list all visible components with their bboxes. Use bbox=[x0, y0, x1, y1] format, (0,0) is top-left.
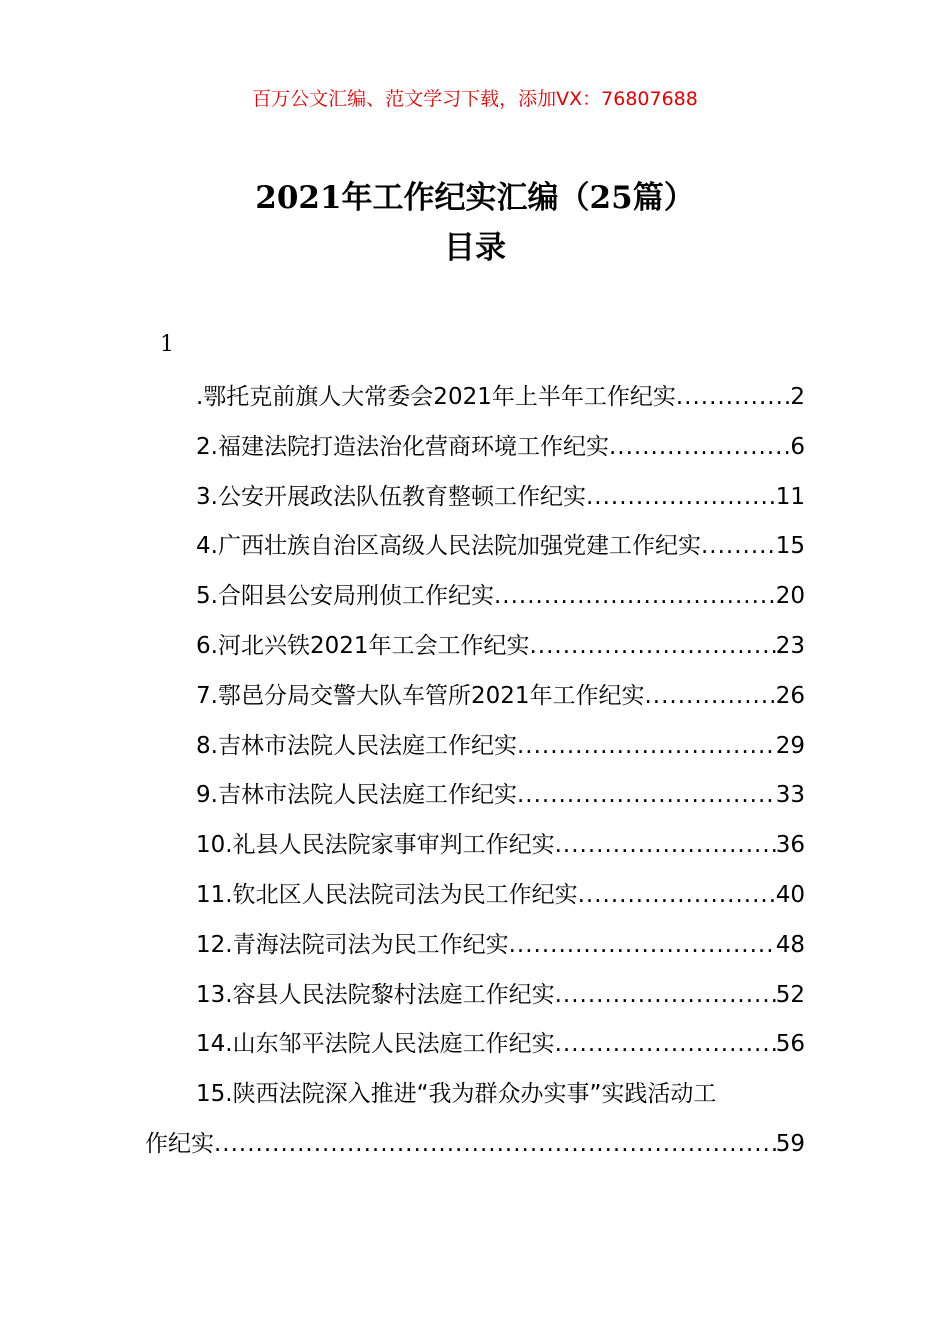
toc-entry-8[interactable] bbox=[145, 722, 805, 772]
toc-entry-page: 33 bbox=[775, 782, 805, 809]
toc-entry-page: 11 bbox=[775, 483, 805, 510]
toc-entry-15[interactable] bbox=[145, 1070, 805, 1170]
toc-entry-page: 20 bbox=[775, 583, 805, 610]
toc-entry-label: 9.吉林市法院人民法庭工作纪实 bbox=[196, 782, 517, 809]
toc-entry-label: 2.福建法院打造法治化营商环境工作纪实 bbox=[196, 433, 609, 460]
toc-entry-label-line2: 作纪实 bbox=[145, 1130, 214, 1157]
document-title: 2021年工作纪实汇编（25篇） bbox=[255, 180, 695, 216]
toc-entry-page: 6 bbox=[790, 433, 805, 460]
toc-entry-5[interactable] bbox=[145, 572, 805, 622]
stray-number: 1 bbox=[160, 332, 174, 357]
leader-dots bbox=[555, 971, 776, 1021]
toc-entry-page: 52 bbox=[775, 981, 805, 1008]
toc-entry-label: 13.容县人民法院黎村法庭工作纪实 bbox=[196, 981, 555, 1008]
toc-entry-page: 15 bbox=[775, 533, 805, 560]
leader-dots bbox=[701, 522, 776, 572]
toc-entry-12[interactable] bbox=[145, 921, 805, 971]
toc-entry-7[interactable] bbox=[145, 672, 805, 722]
toc-entry-1[interactable] bbox=[145, 373, 805, 423]
leader-dots bbox=[517, 771, 776, 821]
leader-dots bbox=[494, 572, 776, 622]
toc-entry-page: 23 bbox=[775, 632, 805, 659]
toc-entry-page: 59 bbox=[775, 1130, 805, 1157]
toc-entry-2[interactable] bbox=[145, 423, 805, 473]
table-of-contents bbox=[145, 373, 805, 1170]
toc-entry-label: 6.河北兴铁2021年工会工作纪实 bbox=[196, 632, 530, 659]
toc-entry-3[interactable] bbox=[145, 473, 805, 523]
toc-entry-4[interactable] bbox=[145, 522, 805, 572]
toc-entry-11[interactable] bbox=[145, 871, 805, 921]
leader-dots bbox=[644, 672, 775, 722]
toc-entry-14[interactable] bbox=[145, 1020, 805, 1070]
toc-entry-label: .鄂托克前旗人大常委会2021年上半年工作纪实 bbox=[196, 384, 676, 410]
toc-entry-line2 bbox=[145, 1120, 805, 1170]
toc-entry-label: 11.钦北区人民法院司法为民工作纪实 bbox=[196, 881, 578, 908]
leader-dots bbox=[676, 373, 791, 423]
leader-dots bbox=[509, 921, 776, 971]
leader-dots bbox=[578, 871, 776, 921]
toc-entry-13[interactable] bbox=[145, 971, 805, 1021]
toc-entry-label-line1: 15.陕西法院深入推进“我为群众办实事”实践活动工 bbox=[196, 1081, 717, 1108]
leader-dots bbox=[555, 1020, 776, 1070]
toc-entry-9[interactable] bbox=[145, 771, 805, 821]
leader-dots bbox=[529, 622, 775, 672]
toc-entry-label: 3.公安开展政法队伍教育整顿工作纪实 bbox=[196, 483, 586, 510]
header-note: 百万公文汇编、范文学习下载，添加VX：76807688 bbox=[252, 88, 698, 110]
leader-dots bbox=[555, 821, 776, 871]
leader-dots bbox=[609, 423, 790, 473]
toc-entry-10[interactable] bbox=[145, 821, 805, 871]
toc-entry-label: 8.吉林市法院人民法庭工作纪实 bbox=[196, 732, 517, 759]
toc-entry-page: 2 bbox=[790, 384, 805, 410]
leader-dots bbox=[586, 473, 776, 523]
toc-heading: 目录 bbox=[444, 230, 506, 266]
leader-dots bbox=[214, 1120, 776, 1170]
toc-entry-page: 29 bbox=[775, 732, 805, 759]
toc-entry-page: 48 bbox=[775, 931, 805, 958]
toc-entry-label: 10.礼县人民法院家事审判工作纪实 bbox=[196, 832, 555, 859]
toc-entry-label: 14.山东邹平法院人民法庭工作纪实 bbox=[196, 1031, 555, 1058]
toc-entry-label: 5.合阳县公安局刑侦工作纪实 bbox=[196, 583, 494, 610]
toc-entry-page: 26 bbox=[775, 682, 805, 709]
toc-entry-page: 56 bbox=[775, 1031, 805, 1058]
toc-entry-page: 40 bbox=[775, 881, 805, 908]
toc-entry-6[interactable] bbox=[145, 622, 805, 672]
toc-entry-page: 36 bbox=[775, 832, 805, 859]
toc-entry-label: 4.广西壮族自治区高级人民法院加强党建工作纪实 bbox=[196, 533, 701, 560]
leader-dots bbox=[517, 722, 776, 772]
toc-entry-label: 7.鄠邑分局交警大队车管所2021年工作纪实 bbox=[196, 682, 645, 709]
toc-entry-label: 12.青海法院司法为民工作纪实 bbox=[196, 931, 509, 958]
